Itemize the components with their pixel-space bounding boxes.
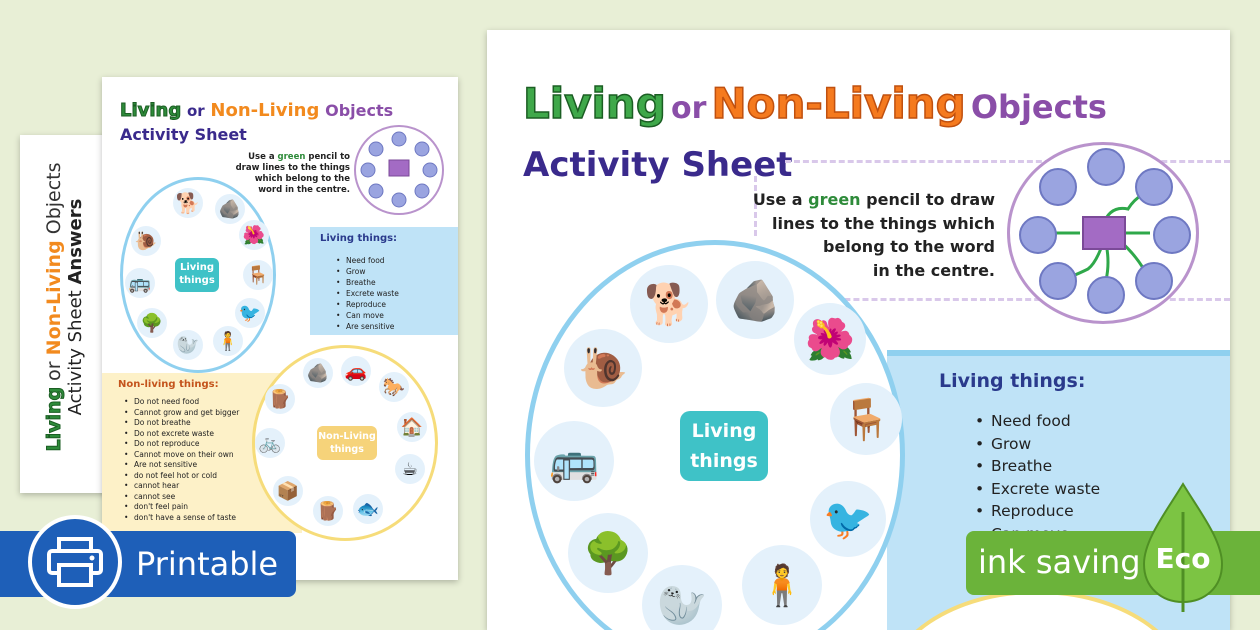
flower-icon: 🌺 [239,220,269,250]
leaf-icon [1142,482,1224,614]
ink-saving-label: ink saving [978,543,1141,581]
living-things-heading: Living things: [939,370,1086,392]
pigeon-icon: 🐦 [810,481,886,557]
rock-icon: 🪨 [215,194,245,224]
printable-badge[interactable] [0,531,296,597]
thumb-nonliving-list: • Do not need food • Cannot grow and get bigger • Do not breathe • Do not excrete waste • Do not reproduce • Cannot move on their own • Are not sensitive • do not feel hot or cold • cannot hear • cannot see • don't feel pain • don't have a sense of taste [122,397,239,523]
dog-icon: 🐕 [173,188,203,218]
eco-label: Eco [1155,542,1211,575]
boy-icon: 🧍 [742,545,822,625]
living-things-list: • Need food • Grow • Breathe • Excrete waste • Reproduce • [973,410,1100,545]
chair-icon: 🪑 [243,260,273,290]
tree-icon: 🌳 [568,513,648,593]
snail-icon: 🐌 [131,226,161,256]
house-icon: 🏠 [397,412,427,442]
printer-icon-circle [28,515,122,609]
fish-icon: 🐟 [353,494,383,524]
chair-icon: 🪑 [830,383,902,455]
stone-icon: 🪨 [303,358,333,388]
table-icon: 🪵 [265,384,295,414]
thumb-nonliving-center: Non-Living things [317,426,377,460]
thumb-nonliving-heading: Non-living things: [118,379,219,390]
thumb-living-list: • Need food • Grow • Breathe • Excrete waste • Reproduce • Can move • Are sensitive [334,255,399,332]
thumb-living-heading: Living things: [320,233,398,244]
bus-icon: 🚌 [125,268,155,298]
sandpit-icon: 📦 [273,476,303,506]
rock-icon: 🪨 [716,261,794,339]
main-title: Living or Non-Living Objects Activity Sheet [523,79,1107,185]
thumb-diagram-icon [354,125,444,215]
thumb-title: Living or Non-Living Objects Activity Sheet [120,100,394,144]
answers-sheet-card [20,135,112,493]
title-living: Living [43,386,65,452]
thumb-living-wheel [120,177,276,373]
printable-label: Printable [136,545,279,583]
car-icon: 🚗 [341,356,371,386]
flower-icon: 🌺 [794,303,866,375]
seal-icon: 🦭 [173,330,203,360]
logs-icon: 🪵 [313,496,343,526]
boy-icon: 🧍 [213,326,243,356]
main-instructions: Use a green pencil to draw lines to the things which belong to the word in the centre. [752,190,995,280]
snail-icon: 🐌 [564,329,642,407]
thumb-instructions: Use a green pencil to draw lines to the things which belong to the word in the centre. [235,152,350,195]
living-things-center-label: Living things [680,411,768,481]
thumb-living-panel [310,227,458,335]
seal-icon: 🦭 [642,565,722,630]
diagram-icon [1007,142,1199,324]
tree-icon: 🌳 [137,308,167,338]
printer-icon [47,537,103,587]
thumb-nonliving-wheel [252,345,438,541]
dog-icon: 🐕 [630,265,708,343]
activity-sheet-thumbnail [102,77,458,580]
thumb-living-center: Living things [175,258,219,292]
bus-icon: 🚌 [534,421,614,501]
answers-sheet-title: Living or Non-Living Objects Activity Sheet Answers [43,162,86,452]
mug-icon: ☕ [395,454,425,484]
horse-icon: 🐎 [379,372,409,402]
bicycle-icon: 🚲 [255,428,285,458]
pigeon-icon: 🐦 [235,298,265,328]
